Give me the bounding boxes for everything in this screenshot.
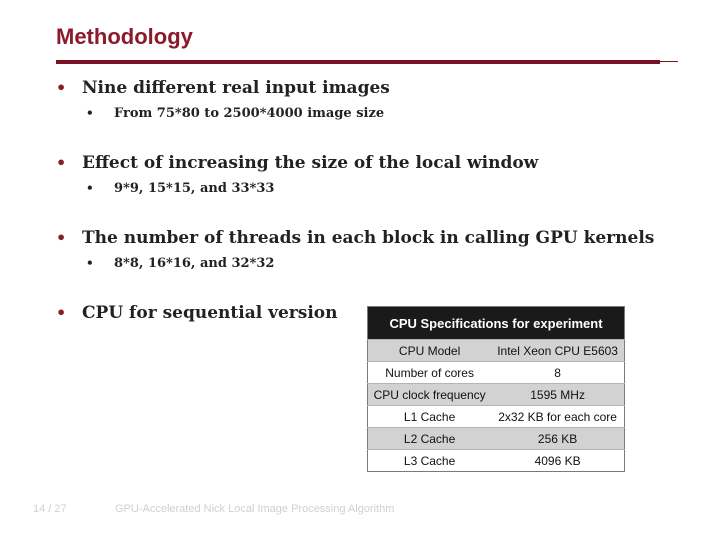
sub-bullet-item — [86, 181, 274, 196]
row-value: 1595 MHz — [491, 384, 624, 406]
bullet-item — [56, 153, 538, 173]
row-value: Intel Xeon CPU E5603 — [491, 340, 624, 362]
row-value: 256 KB — [491, 428, 624, 450]
sub-bullet-glyph: • — [86, 106, 94, 120]
page-number: 14 / 27 — [33, 503, 67, 515]
table-title: CPU Specifications for experiment — [368, 307, 625, 340]
row-label: L1 Cache — [368, 406, 492, 428]
title-underline-tail — [660, 61, 678, 62]
row-value: 2x32 KB for each core — [491, 406, 624, 428]
row-label: L2 Cache — [368, 428, 492, 450]
footer-title: GPU-Accelerated Nick Local Image Processing Algorithm — [115, 503, 395, 515]
bullet-item — [56, 303, 337, 323]
bullet-text: CPU for sequential version — [82, 303, 338, 323]
table-row — [368, 450, 625, 472]
slide-title: Methodology — [56, 24, 193, 49]
bullet-text: Effect of increasing the size of the local window — [82, 153, 539, 173]
table-row — [368, 428, 625, 450]
bullet-item — [56, 78, 390, 98]
bullet-glyph: • — [56, 78, 67, 97]
sub-bullet-glyph: • — [86, 256, 94, 270]
table-row — [368, 362, 625, 384]
sub-bullet-glyph: • — [86, 181, 94, 195]
bullet-glyph: • — [56, 303, 67, 322]
row-value: 4096 KB — [491, 450, 624, 472]
bullet-glyph: • — [56, 153, 67, 172]
table-row — [368, 340, 625, 362]
bullet-glyph: • — [56, 228, 67, 247]
bullet-item — [56, 228, 654, 248]
sub-bullet-text: From 75*80 to 2500*4000 image size — [114, 106, 385, 121]
row-label: CPU Model — [368, 340, 492, 362]
row-label: L3 Cache — [368, 450, 492, 472]
row-label: Number of cores — [368, 362, 492, 384]
bullet-text: The number of threads in each block in calling GPU kernels — [82, 228, 655, 248]
bullet-text: Nine different real input images — [82, 78, 390, 98]
cpu-spec-table — [367, 306, 625, 472]
sub-bullet-text: 9*9, 15*15, and 33*33 — [114, 181, 275, 196]
table-row — [368, 406, 625, 428]
sub-bullet-text: 8*8, 16*16, and 32*32 — [114, 256, 275, 271]
row-label: CPU clock frequency — [368, 384, 492, 406]
sub-bullet-item — [86, 256, 274, 271]
row-value: 8 — [491, 362, 624, 384]
title-underline — [56, 60, 660, 64]
sub-bullet-item — [86, 106, 384, 121]
table-row — [368, 384, 625, 406]
